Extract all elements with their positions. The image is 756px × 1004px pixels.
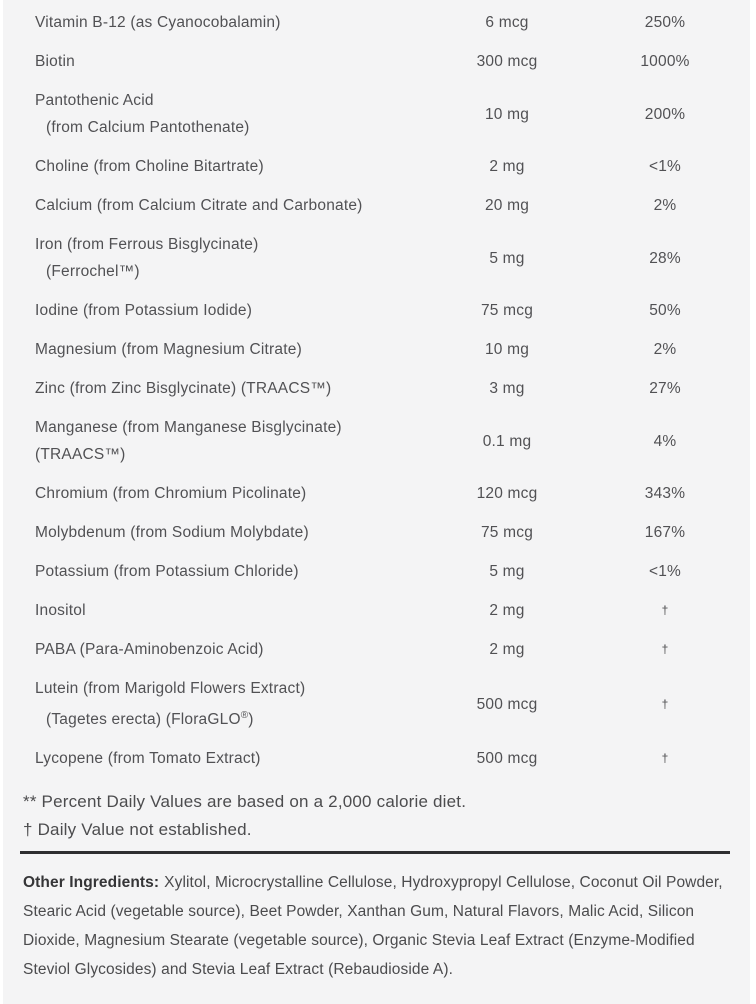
ingredient-amount: 2 mg: [489, 602, 525, 619]
ingredient-amount: 75 mcg: [480, 302, 534, 319]
other-ingredients: [3, 868, 750, 984]
ingredient-amount: 10 mg: [484, 105, 530, 123]
table-row: [3, 81, 750, 147]
ingredient-amount: 300 mcg: [476, 53, 538, 70]
registered-mark: ®: [240, 710, 249, 721]
ingredient-daily-value: 2%: [653, 341, 677, 358]
ingredient-amount: 75 mcg: [480, 524, 534, 541]
ingredient-amount: 500 mcg: [476, 750, 538, 768]
ingredient-name: [35, 414, 424, 468]
ingredient-name: [35, 153, 424, 180]
ingredient-amount: 20 mg: [484, 197, 530, 214]
ingredient-name-line2: (Ferrochel™): [46, 263, 140, 280]
ingredient-daily-value: 200%: [644, 105, 686, 123]
table-row: [3, 369, 750, 408]
ingredient-name-line1: Iodine (from Potassium Iodide): [35, 302, 253, 319]
ingredient-daily-value: 343%: [644, 485, 686, 502]
ingredient-amount: 2 mg: [489, 641, 525, 658]
ingredient-daily-value: 28%: [649, 249, 681, 267]
ingredient-name-line1: Potassium (from Potassium Chloride): [35, 563, 299, 580]
table-row: [3, 291, 750, 330]
ingredient-name-line1: Chromium (from Chromium Picolinate): [35, 485, 307, 502]
ingredient-name-line1: Vitamin B-12 (as Cyanocobalamin): [35, 14, 281, 31]
ingredient-name: [35, 231, 424, 285]
ingredient-daily-value: 4%: [653, 432, 677, 450]
ingredient-daily-value: †: [661, 696, 669, 711]
ingredient-name: [35, 519, 424, 546]
ingredient-name-line1: Iron (from Ferrous Bisglycinate): [35, 236, 259, 253]
ingredient-amount: 5 mg: [489, 249, 525, 267]
ingredient-name-line1: Choline (from Choline Bitartrate): [35, 158, 264, 175]
ingredient-daily-value: 167%: [644, 524, 686, 541]
table-row: [3, 3, 750, 42]
table-row: [3, 225, 750, 291]
table-row: [3, 591, 750, 630]
table-row: [3, 630, 750, 669]
ingredient-name-line1: Lycopene (from Tomato Extract): [35, 750, 261, 768]
table-row: [3, 552, 750, 591]
ingredient-name: [35, 597, 424, 624]
ingredient-amount: 5 mg: [489, 563, 525, 580]
ingredient-name: [35, 336, 424, 363]
daily-value-footnote: ** Percent Daily Values are based on a 2,000 calorie diet.: [23, 792, 467, 812]
ingredient-name: [35, 297, 424, 324]
other-ingredients-text: Xylitol, Microcrystalline Cellulose, Hydroxypropyl Cellulose, Coconut Oil Powder, Stearic Acid (vegetable source), Beet Powder, Xanthan Gum, Natural Flavors, Malic Acid, Silicon Dioxide, Magnesium Stearate (vegetable source), Organic Stevia Leaf Extract (Enzyme-Modified Steviol Glycosides) and Stevia Leaf Extract (Rebaudioside A).: [23, 874, 723, 979]
ingredient-daily-value: 250%: [644, 14, 686, 31]
ingredient-amount: 120 mcg: [476, 485, 538, 502]
ingredient-daily-value: 27%: [649, 380, 681, 397]
ingredient-daily-value: †: [661, 603, 669, 617]
ingredient-daily-value: 1000%: [640, 53, 690, 70]
ingredient-name: [35, 636, 424, 663]
table-row: [3, 186, 750, 225]
supplement-facts-panel: [3, 0, 750, 1004]
ingredient-name-line1: PABA (Para-Aminobenzoic Acid): [35, 641, 264, 658]
ingredient-daily-value: †: [661, 751, 669, 766]
table-row: [3, 147, 750, 186]
ingredient-daily-value: <1%: [648, 563, 682, 580]
footnotes: [3, 778, 750, 844]
ingredient-name: [35, 192, 424, 219]
section-divider: [20, 851, 730, 854]
ingredient-name-line1: Pantothenic Acid: [35, 92, 154, 109]
ingredient-name-line2: (from Calcium Pantothenate): [46, 119, 250, 136]
ingredient-amount: 3 mg: [489, 380, 525, 397]
ingredient-name: [35, 87, 424, 141]
supplement-table: [3, 3, 750, 778]
table-row: [3, 669, 750, 739]
ingredient-name-line1: Molybdenum (from Sodium Molybdate): [35, 524, 309, 541]
ingredient-daily-value: †: [661, 642, 669, 656]
ingredient-name: [35, 675, 424, 733]
other-ingredients-label: Other Ingredients:: [23, 874, 160, 892]
table-row: [3, 330, 750, 369]
ingredient-amount: 500 mcg: [476, 695, 538, 713]
ingredient-amount: 2 mg: [489, 158, 525, 175]
ingredient-name: [35, 558, 424, 585]
ingredient-name: [35, 375, 424, 402]
ingredient-name: [35, 480, 424, 507]
table-row: [3, 474, 750, 513]
ingredient-name-line2: (Tagetes erecta) (FloraGLO®): [46, 710, 254, 729]
ingredient-name: [35, 9, 424, 36]
ingredient-daily-value: 2%: [653, 197, 677, 214]
ingredient-name-line1: Magnesium (from Magnesium Citrate): [35, 341, 302, 358]
dagger-footnote: † Daily Value not established.: [23, 820, 252, 840]
table-row: [3, 42, 750, 81]
table-row: [3, 739, 750, 778]
ingredient-amount: 6 mcg: [485, 14, 529, 31]
ingredient-name-line1: Zinc (from Zinc Bisglycinate) (TRAACS™): [35, 380, 332, 397]
ingredient-name-line1: Biotin: [35, 53, 75, 70]
ingredient-name-line1: Calcium (from Calcium Citrate and Carbonate): [35, 197, 363, 214]
ingredient-name: [35, 48, 424, 75]
ingredient-amount: 10 mg: [484, 341, 530, 358]
ingredient-name-line1: Lutein (from Marigold Flowers Extract): [35, 680, 306, 697]
ingredient-daily-value: <1%: [648, 158, 682, 175]
ingredient-name-line2: (TRAACS™): [35, 446, 126, 463]
table-row: [3, 408, 750, 474]
table-row: [3, 513, 750, 552]
ingredient-daily-value: 50%: [649, 302, 681, 319]
ingredient-name-line1: Manganese (from Manganese Bisglycinate): [35, 419, 342, 436]
ingredient-name-line1: Inositol: [35, 602, 86, 619]
ingredient-name: [35, 745, 424, 772]
ingredient-amount: 0.1 mg: [482, 432, 532, 450]
